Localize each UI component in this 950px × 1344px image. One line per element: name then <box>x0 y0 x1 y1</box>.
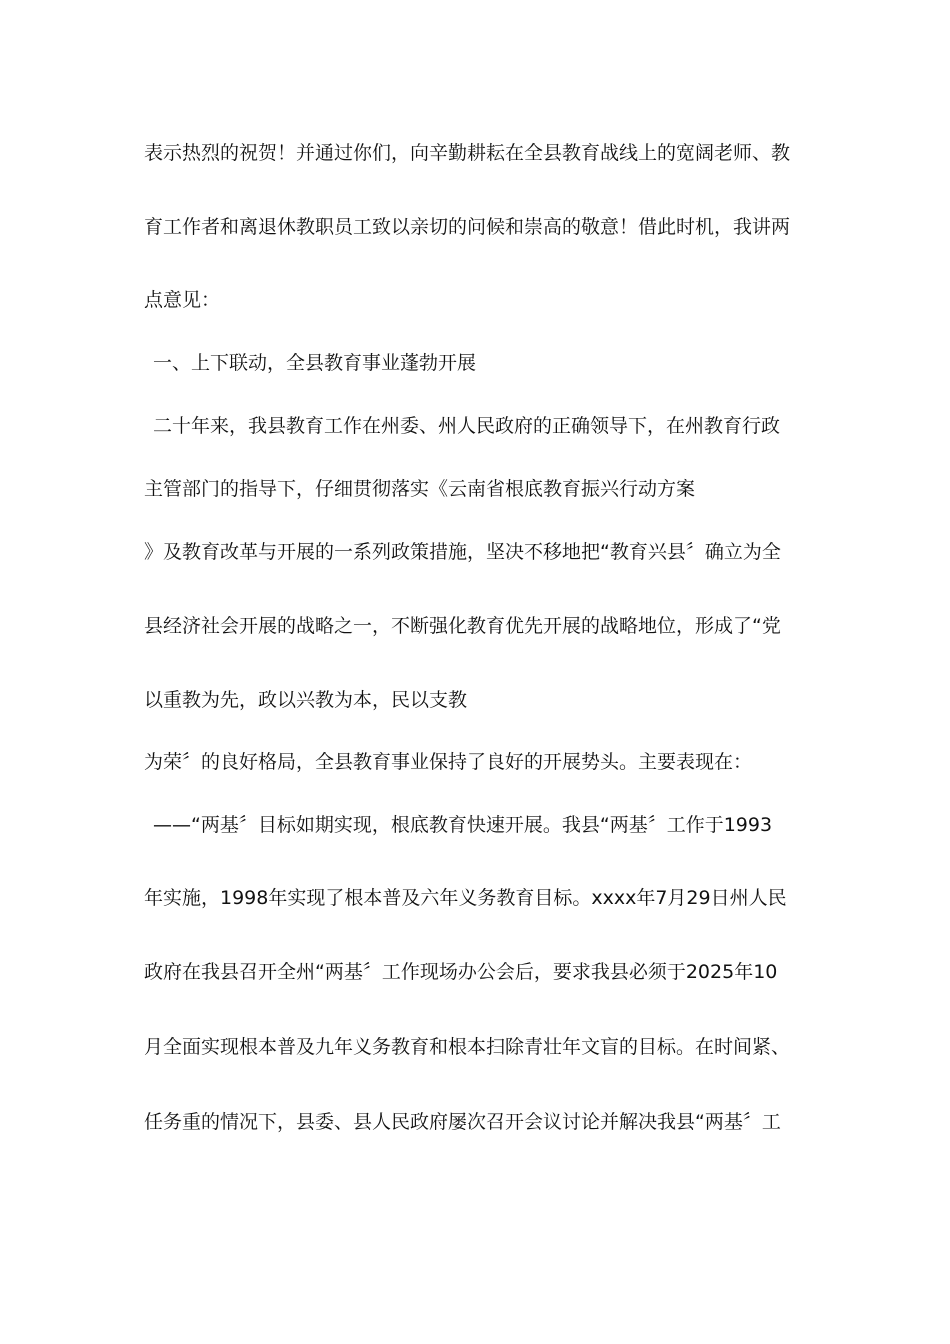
text-line-10: 为荣〞的良好格局，全县教育事业保持了良好的开展势头。主要表现在： <box>144 751 753 773</box>
text-line-3: 点意见： <box>144 289 221 311</box>
text-line-15: 任务重的情况下，县委、县人民政府屡次召开会议讨论并解决我县“两基〞工 <box>144 1111 781 1133</box>
text-line-9: 以重教为先，政以兴教为本，民以支教 <box>144 689 468 711</box>
text-line-13: 政府在我县召开全州“两基〞工作现场办公会后，要求我县必须于2025年10 <box>144 961 778 983</box>
text-line-1: 表示热烈的祝贺！并通过你们，向辛勤耕耘在全县教育战线上的宽阔老师、教 <box>144 142 791 164</box>
text-line-5: 二十年来，我县教育工作在州委、州人民政府的正确领导下，在州教育行政 <box>153 415 781 437</box>
section-heading-1: 一、上下联动，全县教育事业蓬勃开展 <box>153 352 477 374</box>
text-line-7: 》及教育改革与开展的一系列政策措施，坚决不移地把“教育兴县〞确立为全 <box>144 541 781 563</box>
text-line-6: 主管部门的指导下，仔细贯彻落实《云南省根底教育振兴行动方案 <box>144 478 696 500</box>
text-line-2: 育工作者和离退休教职员工致以亲切的问候和崇高的敬意！借此时机，我讲两 <box>144 216 791 238</box>
text-line-12: 年实施，1998年实现了根本普及六年义务教育目标。xxxx年7月29日州人民 <box>144 887 787 909</box>
text-line-8: 县经济社会开展的战略之一，不断强化教育优先开展的战略地位，形成了“党 <box>144 615 781 637</box>
text-line-11: ——“两基〞目标如期实现，根底教育快速开展。我县“两基〞工作于1993 <box>153 814 773 836</box>
text-line-14: 月全面实现根本普及九年义务教育和根本扫除青壮年文盲的目标。在时间紧、 <box>144 1036 791 1058</box>
